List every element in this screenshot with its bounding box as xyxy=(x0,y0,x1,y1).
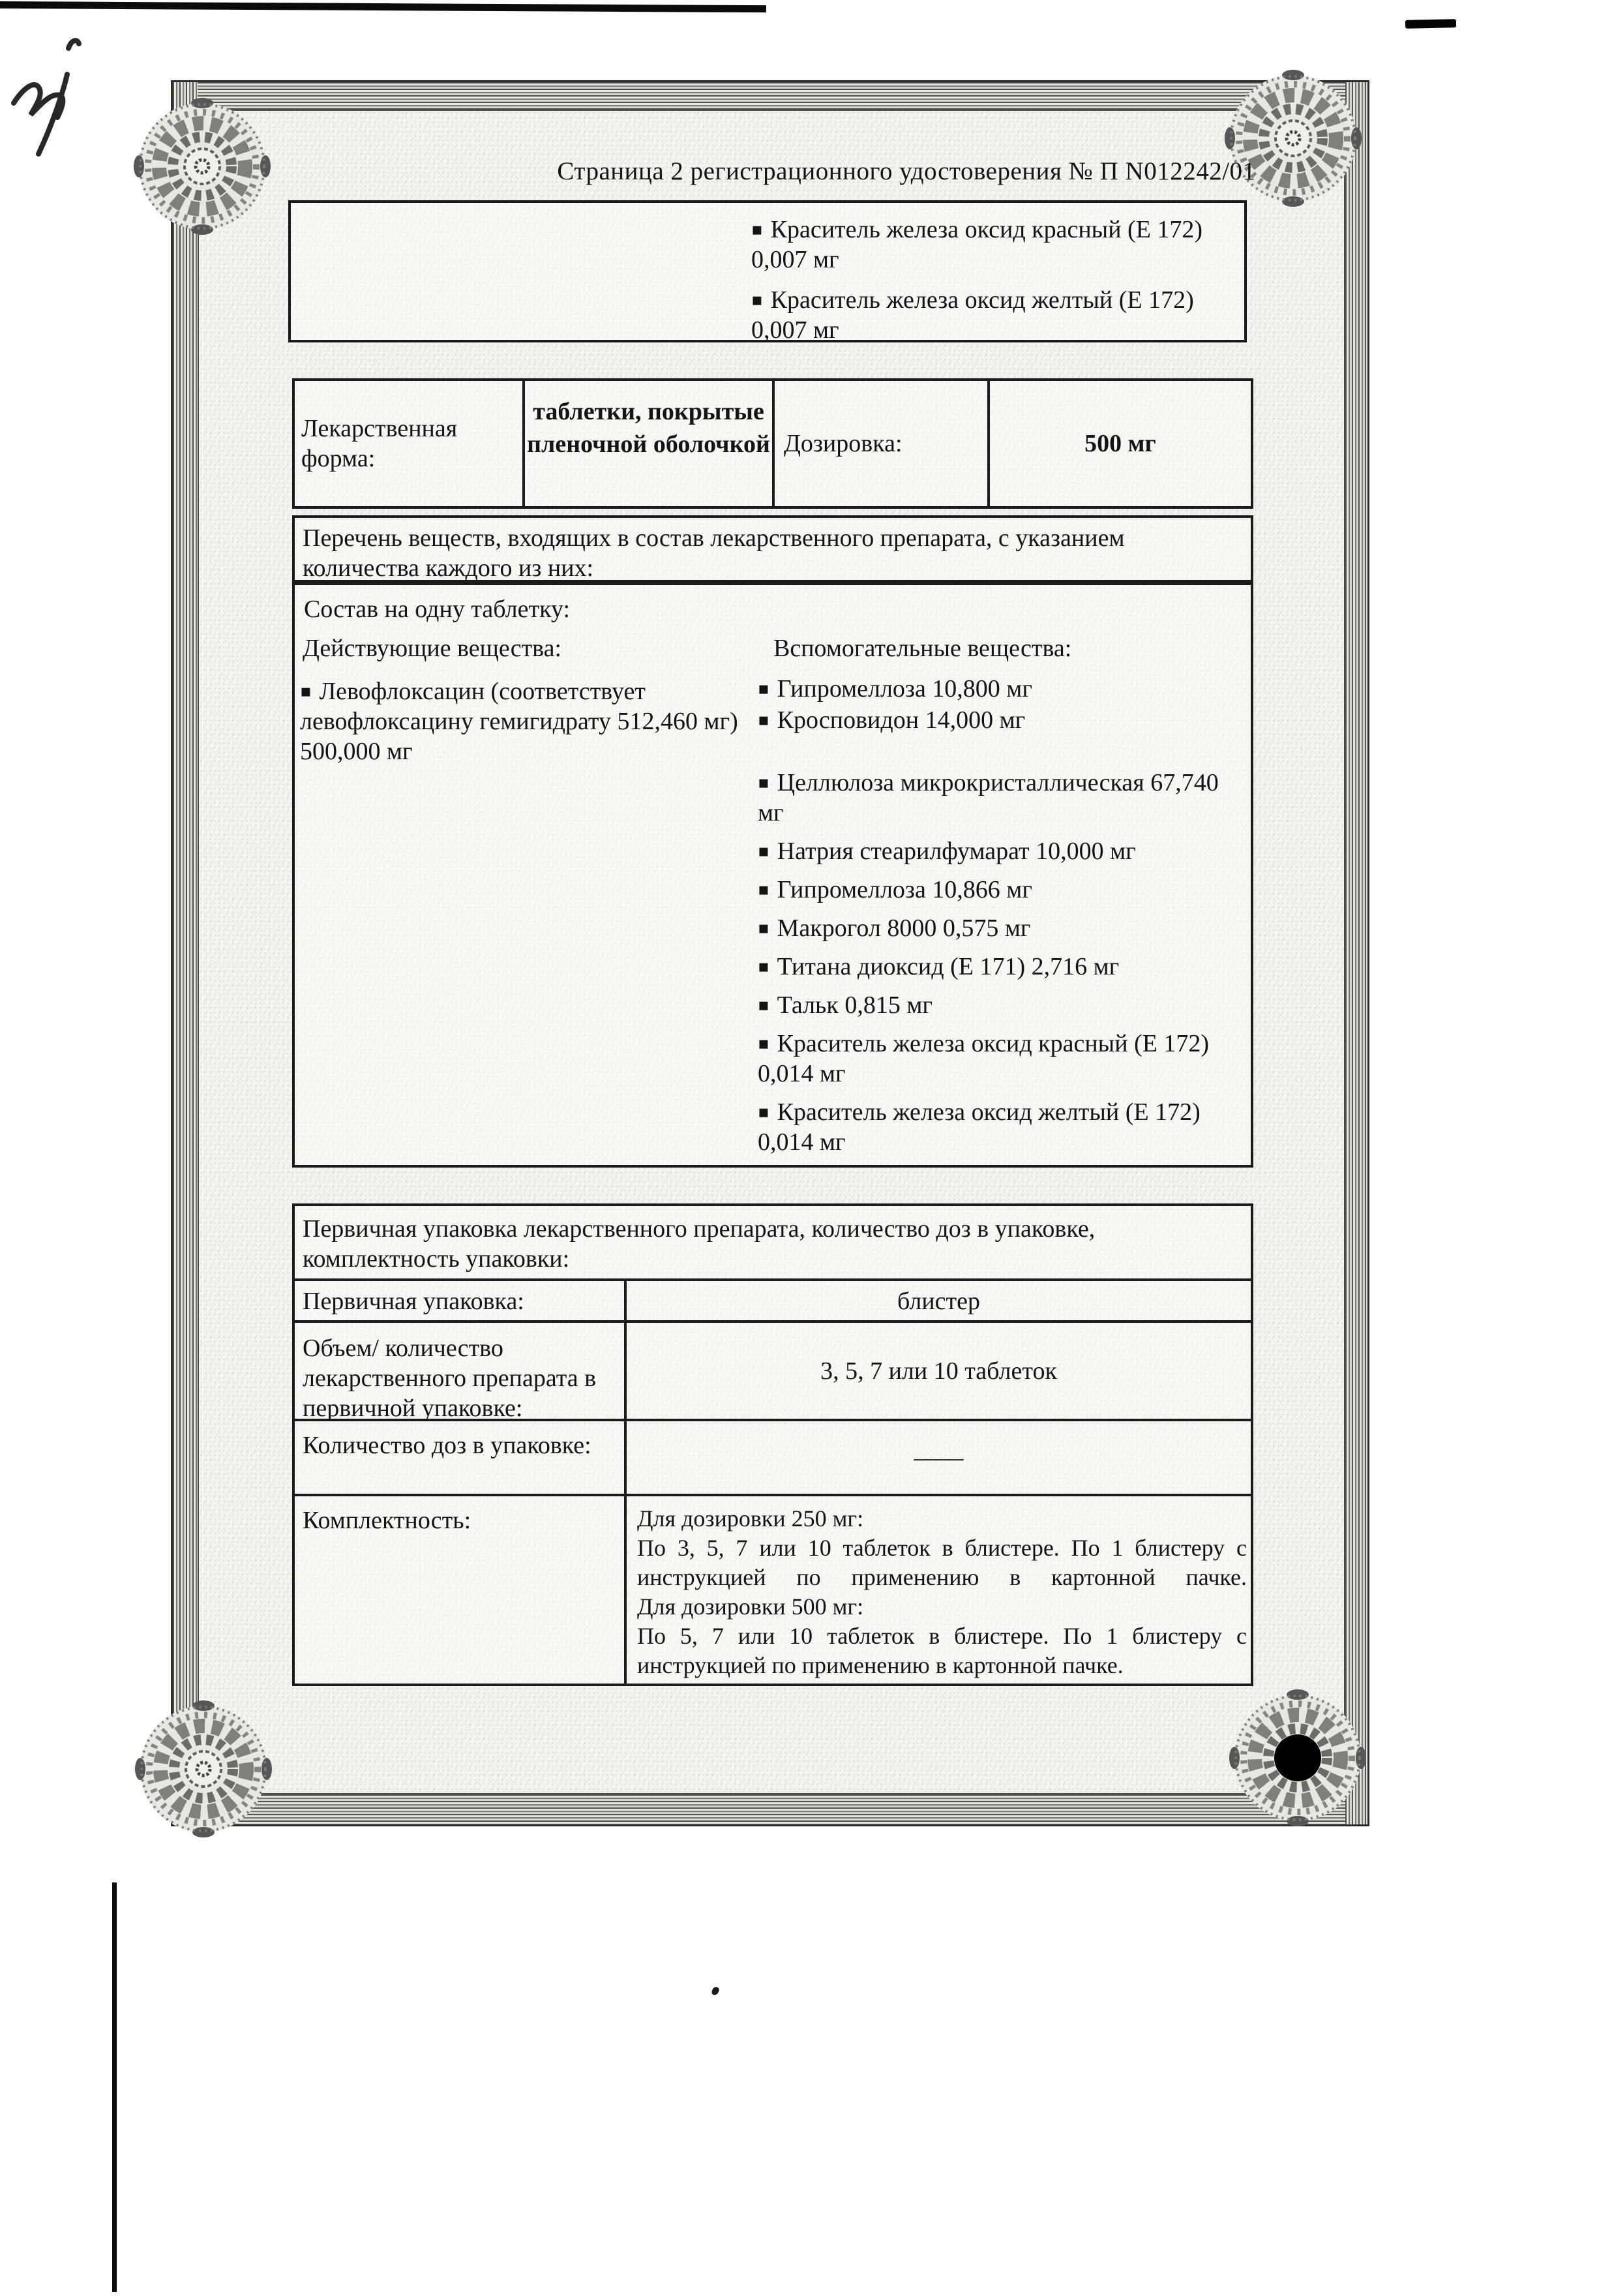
active-substance-item xyxy=(300,676,783,766)
form-label: Лекарственная форма: xyxy=(301,415,458,472)
handwritten-mark xyxy=(3,14,140,164)
ink-dot xyxy=(711,1986,721,1996)
packaging-table xyxy=(292,1203,1253,1686)
aux-substance-text: Кросповидон 14,000 мг xyxy=(777,706,1026,734)
composition-overflow-box xyxy=(288,200,1247,342)
page-header: Страница 2 регистрационного удостоверения № П N012242/01 xyxy=(557,157,1256,185)
aux-substance-text: Целлюлоза микрокристаллическая 67,740 мг xyxy=(758,769,1219,826)
frame-band-left xyxy=(173,82,198,1824)
doses-label: Количество доз в упаковке: xyxy=(295,1421,627,1494)
excipient-text: Краситель железа оксид желтый (Е 172) 0,007 мг xyxy=(751,286,1194,344)
doses-dash: —— xyxy=(914,1443,964,1472)
aux-substances-header: Вспомогательные вещества: xyxy=(773,635,1072,662)
packaging-header-text: Первичная упаковка лекарственного препарата, количество доз в упаковке, комплектность упаковки: xyxy=(303,1215,1096,1273)
primary-packaging-label: Первичная упаковка: xyxy=(295,1281,627,1320)
aux-substance-item xyxy=(758,768,1234,828)
aux-substance-item xyxy=(758,674,1234,704)
aux-substance-text: Макрогол 8000 0,575 мг xyxy=(777,914,1031,942)
dosage-value: 500 мг xyxy=(1084,430,1156,457)
substances-intro-text: Перечень веществ, входящих в состав лекарственного препарата, с указанием количества каждого из них: xyxy=(303,524,1125,582)
aux-substance-text: Натрия стеарилфумарат 10,000 мг xyxy=(777,838,1136,865)
scan-artifact-line-top xyxy=(0,1,766,12)
volume-row xyxy=(295,1320,1251,1422)
aux-substance-item xyxy=(758,1097,1234,1157)
dosage-form-table xyxy=(292,378,1253,509)
bullet-icon: ▪ xyxy=(300,682,312,701)
composition-box xyxy=(292,582,1253,1168)
substances-intro-box xyxy=(292,515,1253,582)
active-substances-header: Действующие вещества: xyxy=(303,635,562,662)
excipient-text: Краситель железа оксид красный (Е 172) 0,007 мг xyxy=(751,216,1203,273)
volume-value xyxy=(627,1323,1251,1419)
frame-band-bottom xyxy=(173,1794,1367,1824)
bullet-icon: ▪ xyxy=(758,995,769,1015)
bullet-icon: ▪ xyxy=(758,918,769,938)
form-value: таблетки, покрытые пленочной оболочкой xyxy=(527,398,770,458)
bullet-icon: ▪ xyxy=(758,957,769,976)
aux-substance-item xyxy=(758,990,1234,1020)
composition-title: Состав на одну таблетку: xyxy=(304,596,571,623)
active-substances-column xyxy=(300,676,783,775)
completeness-line: Для дозировки 250 мг: xyxy=(637,1505,864,1532)
aux-substance-text: Гипромеллоза 10,800 мг xyxy=(777,675,1032,702)
form-label-cell xyxy=(295,381,522,506)
aux-substance-item xyxy=(758,913,1234,943)
completeness-line: По 3, 5, 7 или 10 таблеток в блистере. По 1 блистеру с инструкцией по применению в картонной пачке. xyxy=(637,1535,1247,1590)
volume-value-text: 3, 5, 7 или 10 таблеток xyxy=(820,1357,1057,1385)
bullet-icon: ▪ xyxy=(758,1102,769,1122)
primary-packaging-value-text: блистер xyxy=(897,1288,981,1315)
bullet-icon: ▪ xyxy=(758,1034,769,1053)
completeness-row xyxy=(295,1494,1251,1684)
aux-substance-text: Тальк 0,815 мг xyxy=(777,991,933,1019)
scan-artifact-line-bottom-left xyxy=(112,1882,117,2292)
form-value-cell xyxy=(522,381,772,506)
aux-substance-text: Гипромеллоза 10,866 мг xyxy=(777,876,1032,903)
completeness-line: По 5, 7 или 10 таблеток в блистере. По 1 блистеру с инструкцией по применению в картонной пачке. xyxy=(637,1623,1247,1678)
guilloche-rosette-bottom-left xyxy=(135,1700,272,1837)
frame-band-top xyxy=(173,82,1367,110)
bullet-icon: ▪ xyxy=(751,220,763,239)
excipient-item xyxy=(751,285,1239,345)
dosage-label: Дозировка: xyxy=(784,430,903,457)
bullet-icon: ▪ xyxy=(758,880,769,899)
volume-label: Объем/ количество лекарственного препарата в первичной упаковке: xyxy=(295,1323,627,1419)
bullet-icon: ▪ xyxy=(758,679,769,699)
guilloche-rosette-top-left xyxy=(134,98,271,235)
doses-row xyxy=(295,1419,1251,1494)
aux-substance-item xyxy=(758,1029,1234,1089)
doses-value xyxy=(627,1421,1251,1494)
scan-artifact-dash-top-right xyxy=(1405,19,1456,29)
aux-substance-item xyxy=(758,875,1234,905)
frame-band-right xyxy=(1345,82,1367,1824)
primary-packaging-row xyxy=(295,1278,1251,1320)
excipient-item xyxy=(751,215,1239,275)
aux-substance-item xyxy=(758,952,1234,982)
aux-substance-text: Краситель железа оксид желтый (Е 172) 0,014 мг xyxy=(758,1098,1201,1156)
primary-packaging-value xyxy=(627,1281,1251,1320)
aux-substance-text: Титана диоксид (Е 171) 2,716 мг xyxy=(777,953,1120,980)
completeness-label: Комплектность: xyxy=(295,1496,627,1684)
aux-substance-item xyxy=(758,705,1234,735)
bullet-icon: ▪ xyxy=(758,841,769,861)
bullet-icon: ▪ xyxy=(758,773,769,793)
aux-substance-text: Краситель железа оксид красный (Е 172) 0,014 мг xyxy=(758,1030,1210,1087)
packaging-header-cell xyxy=(295,1206,1251,1278)
dosage-label-cell xyxy=(772,381,987,506)
completeness-line: Для дозировки 500 мг: xyxy=(637,1594,864,1620)
active-substance-text: Левофлоксацин (соответствует левофлоксацину гемигидрату 512,460 мг) 500,000 мг xyxy=(300,678,738,765)
bullet-icon: ▪ xyxy=(758,710,769,730)
punch-hole-mark xyxy=(1274,1734,1321,1781)
dosage-value-cell xyxy=(987,381,1251,506)
aux-substances-column xyxy=(758,674,1234,1166)
bullet-icon: ▪ xyxy=(751,290,763,310)
completeness-value xyxy=(627,1496,1251,1684)
guilloche-rosette-bottom-right xyxy=(1229,1689,1366,1826)
aux-substance-item xyxy=(758,836,1234,866)
